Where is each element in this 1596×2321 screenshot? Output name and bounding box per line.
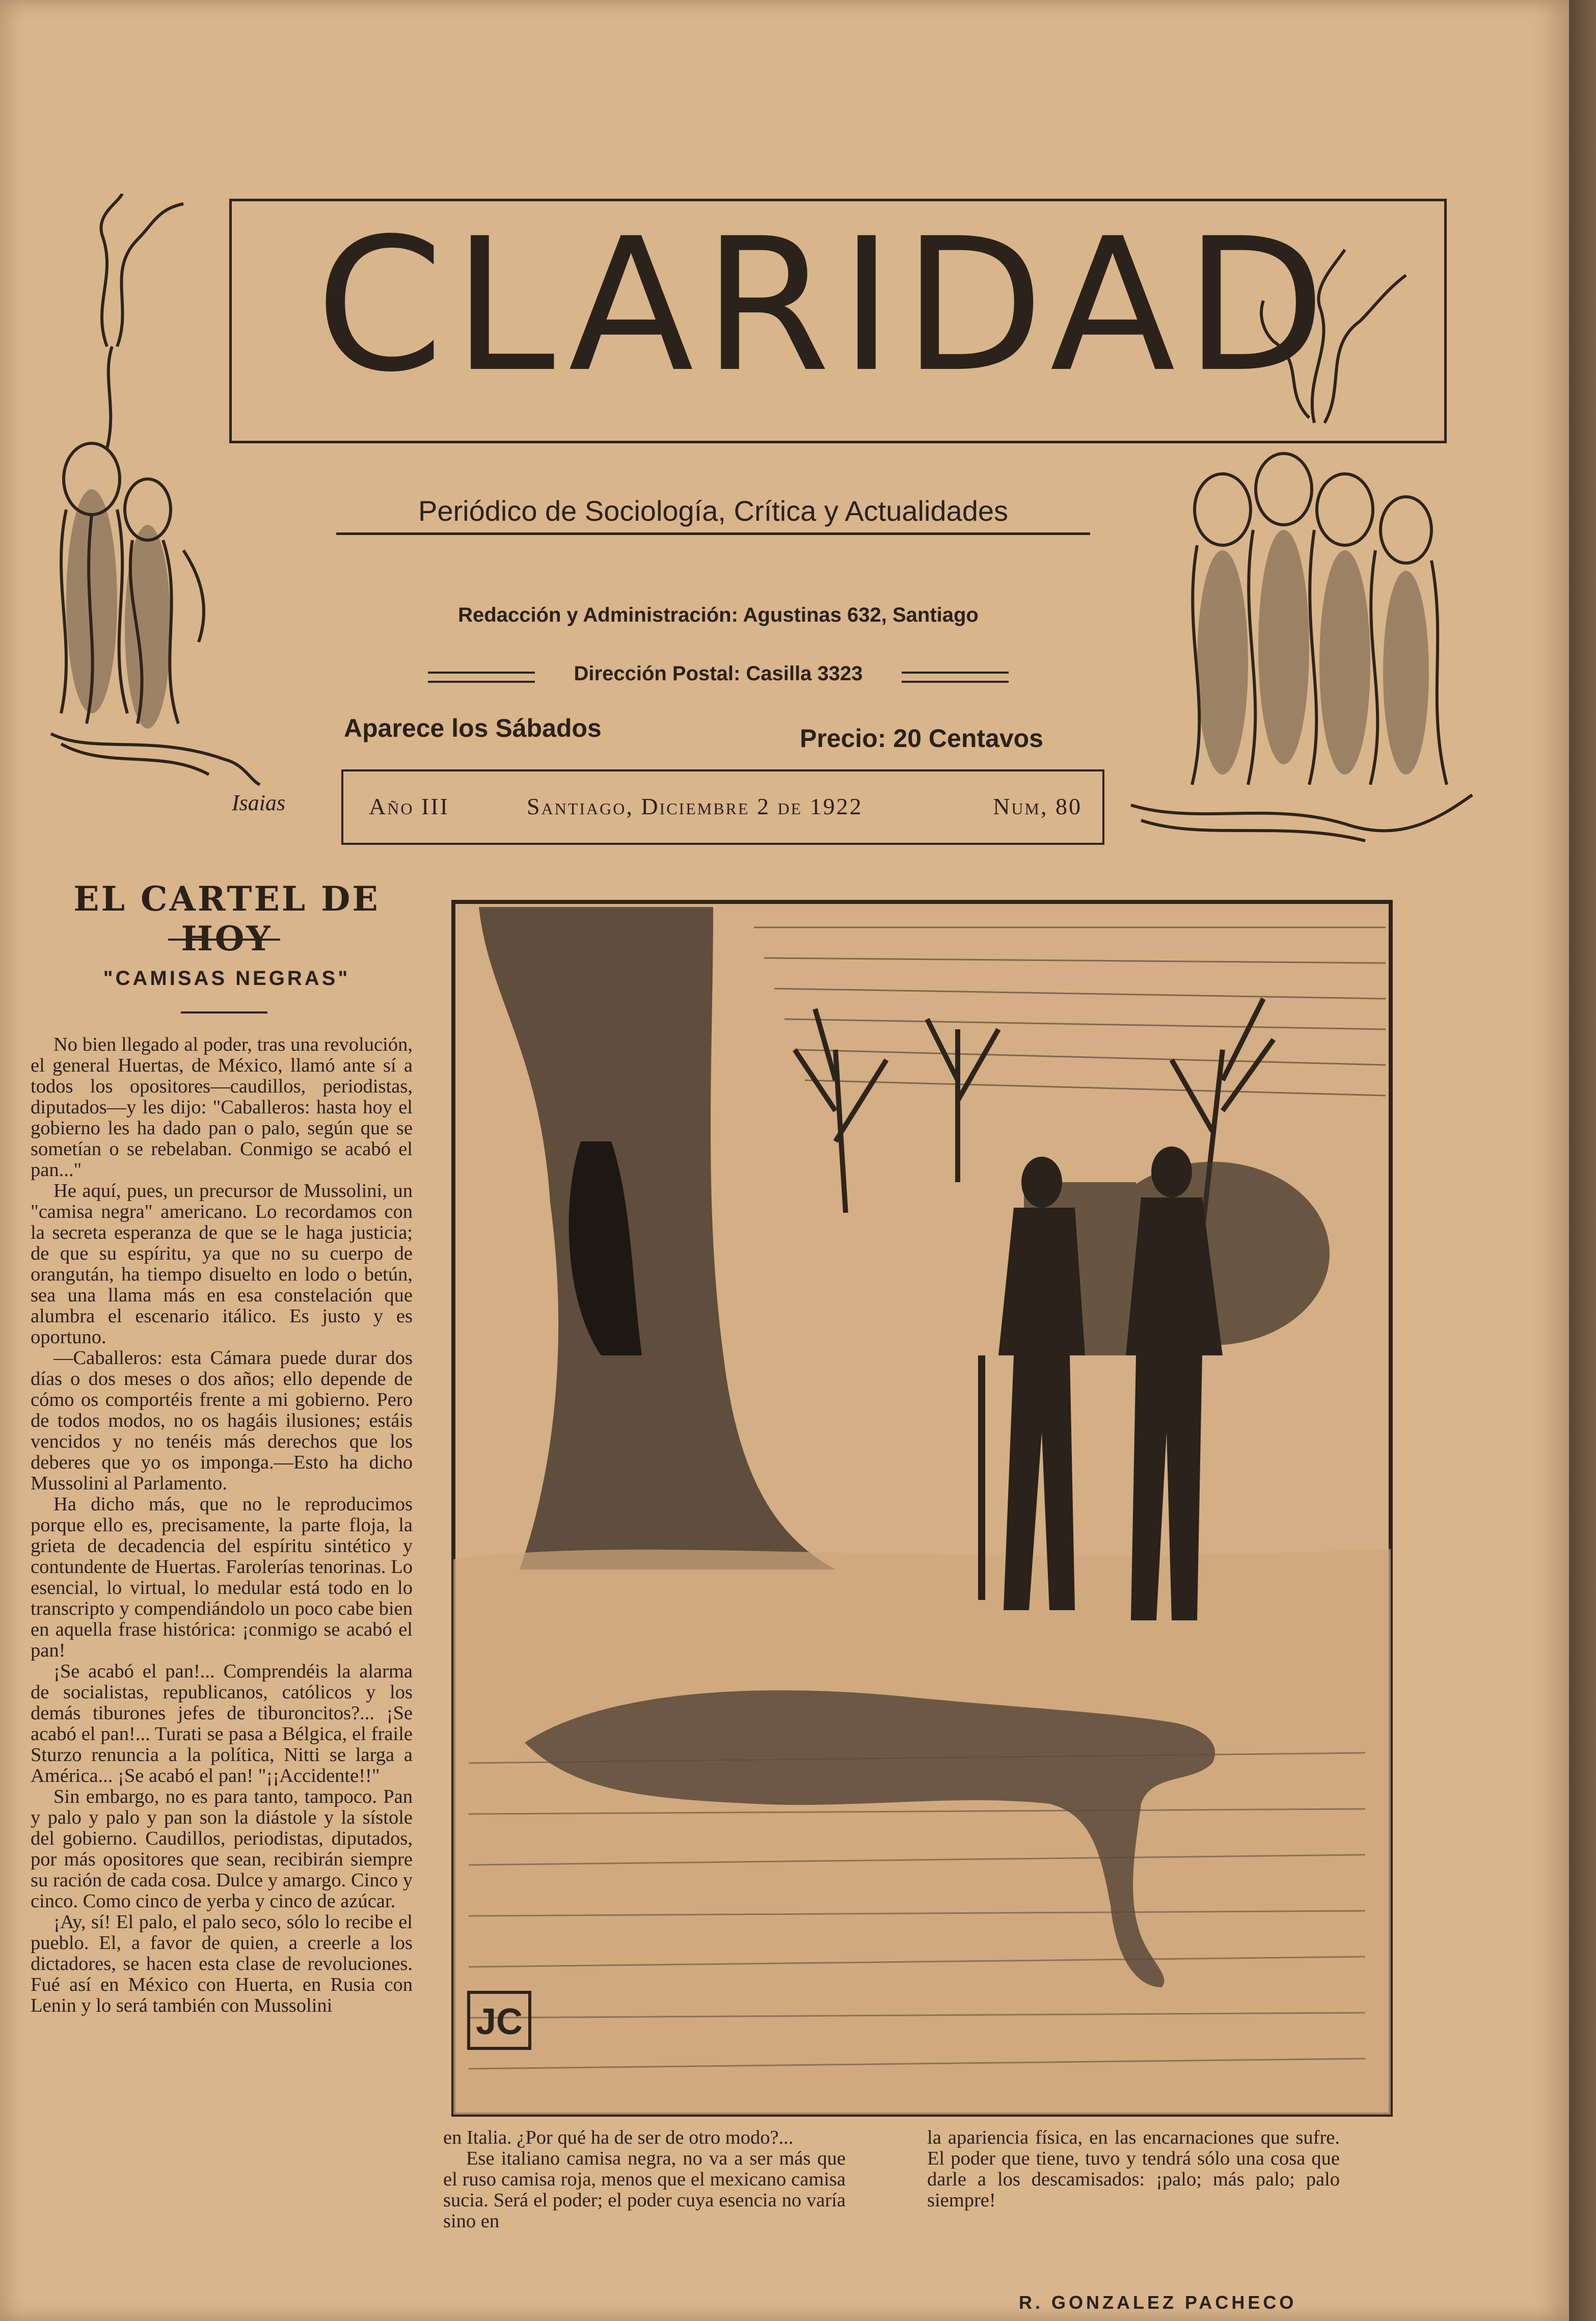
article-column-2: [443, 2127, 846, 2316]
subtitle-rule: [181, 1011, 267, 1013]
paragraph: Ese italiano camisa negra, no va a ser más que el ruso camisa roja, menos que el mexicano camisa sucia. Será el poder; el poder cuya esencia no varía sino en: [443, 2148, 846, 2232]
issue-number: Num, 80: [993, 793, 1082, 819]
postal-address: Dirección Postal: Casilla 3323: [574, 662, 863, 685]
title-rule: [168, 939, 280, 941]
article-column-1: [31, 1034, 413, 2308]
article-byline: R. GONZALEZ PACHECO: [1019, 2292, 1297, 2313]
paragraph: en Italia. ¿Por qué ha de ser de otro modo?...: [443, 2127, 794, 2148]
issue-year: Año III: [369, 793, 449, 819]
postal-rule-left: [428, 672, 535, 683]
paragraph: ¡Ay, sí! El palo, el palo seco, sólo lo recibe el pueblo. El, a favor de quien, a creerle a los dictadores, se hacen esta clase de revoluciones. Fué así en México con Huerta, en Rusia con Lenin y lo será también con Mussolini: [31, 1911, 413, 2016]
issue-price: Precio: 20 Centavos: [800, 724, 1043, 753]
postal-row: [428, 662, 1009, 693]
article-title: EL CARTEL DE HOY: [73, 879, 380, 958]
dateline-box: [341, 769, 1104, 845]
lithograph-illustration: [448, 897, 1396, 2120]
paragraph: Ha dicho más, que no le reproducimos porque ello es, precisamente, la parte floja, la grieta de decadencia del espíritu sintético y contundente de Huertas. Farolerías tenorinas. Lo esencial, lo virtual, lo medular está todo en lo transcripto y compendiándolo un poco cabe bien en aquella frase histórica: ¡conmigo se acabó el pan!: [31, 1493, 413, 1661]
issue-date: Santiago, Diciembre 2 de 1922: [527, 793, 863, 819]
artist-monogram: JC: [475, 2002, 523, 2042]
editorial-address: Redacción y Administración: Agustinas 632, Santiago: [458, 604, 979, 626]
paragraph: ¡Se acabó el pan!... Comprendéis la alarma de socialistas, republicanos, católicos y los demás tiburones jefes de tiburoncitos?... ¡Se acabó el pan!... Turati se pasa a Bélgica, el fraile Sturzo renuncia a la política, Nitti se larga a América... ¡Se acabó el pan! "¡¡Accidente!!": [31, 1661, 413, 1786]
article-column-3: [927, 2127, 1340, 2280]
artist-signature: Isaias: [232, 790, 286, 815]
paragraph: Sin embargo, no es para tanto, tampoco. Pan y palo y palo y pan son la diástole y la sístole del gobierno. Caudillos, periodistas, diputados, por más opositores que sean, recibirán siempre su ración de cada cosa. Dulce y amargo. Cinco y cinco. Como cinco de yerba y cinco de azúcar.: [31, 1786, 413, 1912]
newspaper-title: CLARIDAD: [315, 199, 1335, 412]
paragraph: He aquí, pues, un precursor de Mussolini, un "camisa negra" americano. Lo recordamos con la secreta esperanza de que se le haga justicia; de que su espíritu, ya que no su cuerpo de orangután, ha tiempo disuelto en lodo o betún, sea una llama más en esa constelación que alumbra el escenario itálico. Es justo y es oportuno.: [31, 1180, 413, 1348]
article-subtitle: "CAMISAS NEGRAS": [103, 967, 350, 990]
newspaper-subtitle: Periódico de Sociología, Crítica y Actualidades: [336, 494, 1090, 535]
paragraph: la apariencia física, en las encarnaciones que sufre. El poder que tiene, tuvo y tendrá sólo una cosa que darle a los descamisados: ¡palo; más palo; palo siempre!: [927, 2127, 1340, 2211]
publication-schedule: Aparece los Sábados: [344, 714, 602, 742]
postal-rule-right: [902, 672, 1009, 683]
paragraph: —Caballeros: esta Cámara puede durar dos días o dos meses o dos años; ello depende de cómo os comportéis frente a mi gobierno. Pero de todos modos, no os hagáis ilusiones; estáis vencidos y no tenéis más derechos que los deberes que yo os imponga.—Esto ha dicho Mussolini al Parlamento.: [31, 1347, 413, 1494]
paragraph: No bien llegado al poder, tras una revolución, el general Huertas, de México, llamó ante sí a todos los opositores—caudillos, periodistas, diputados—y les dijo: "Caballeros: hasta hoy el gobierno les ha dado pan o palo, según que se sometían o se rebelaban. Conmigo se acabó el pan...": [31, 1034, 413, 1181]
page-edge: [1569, 0, 1596, 2321]
